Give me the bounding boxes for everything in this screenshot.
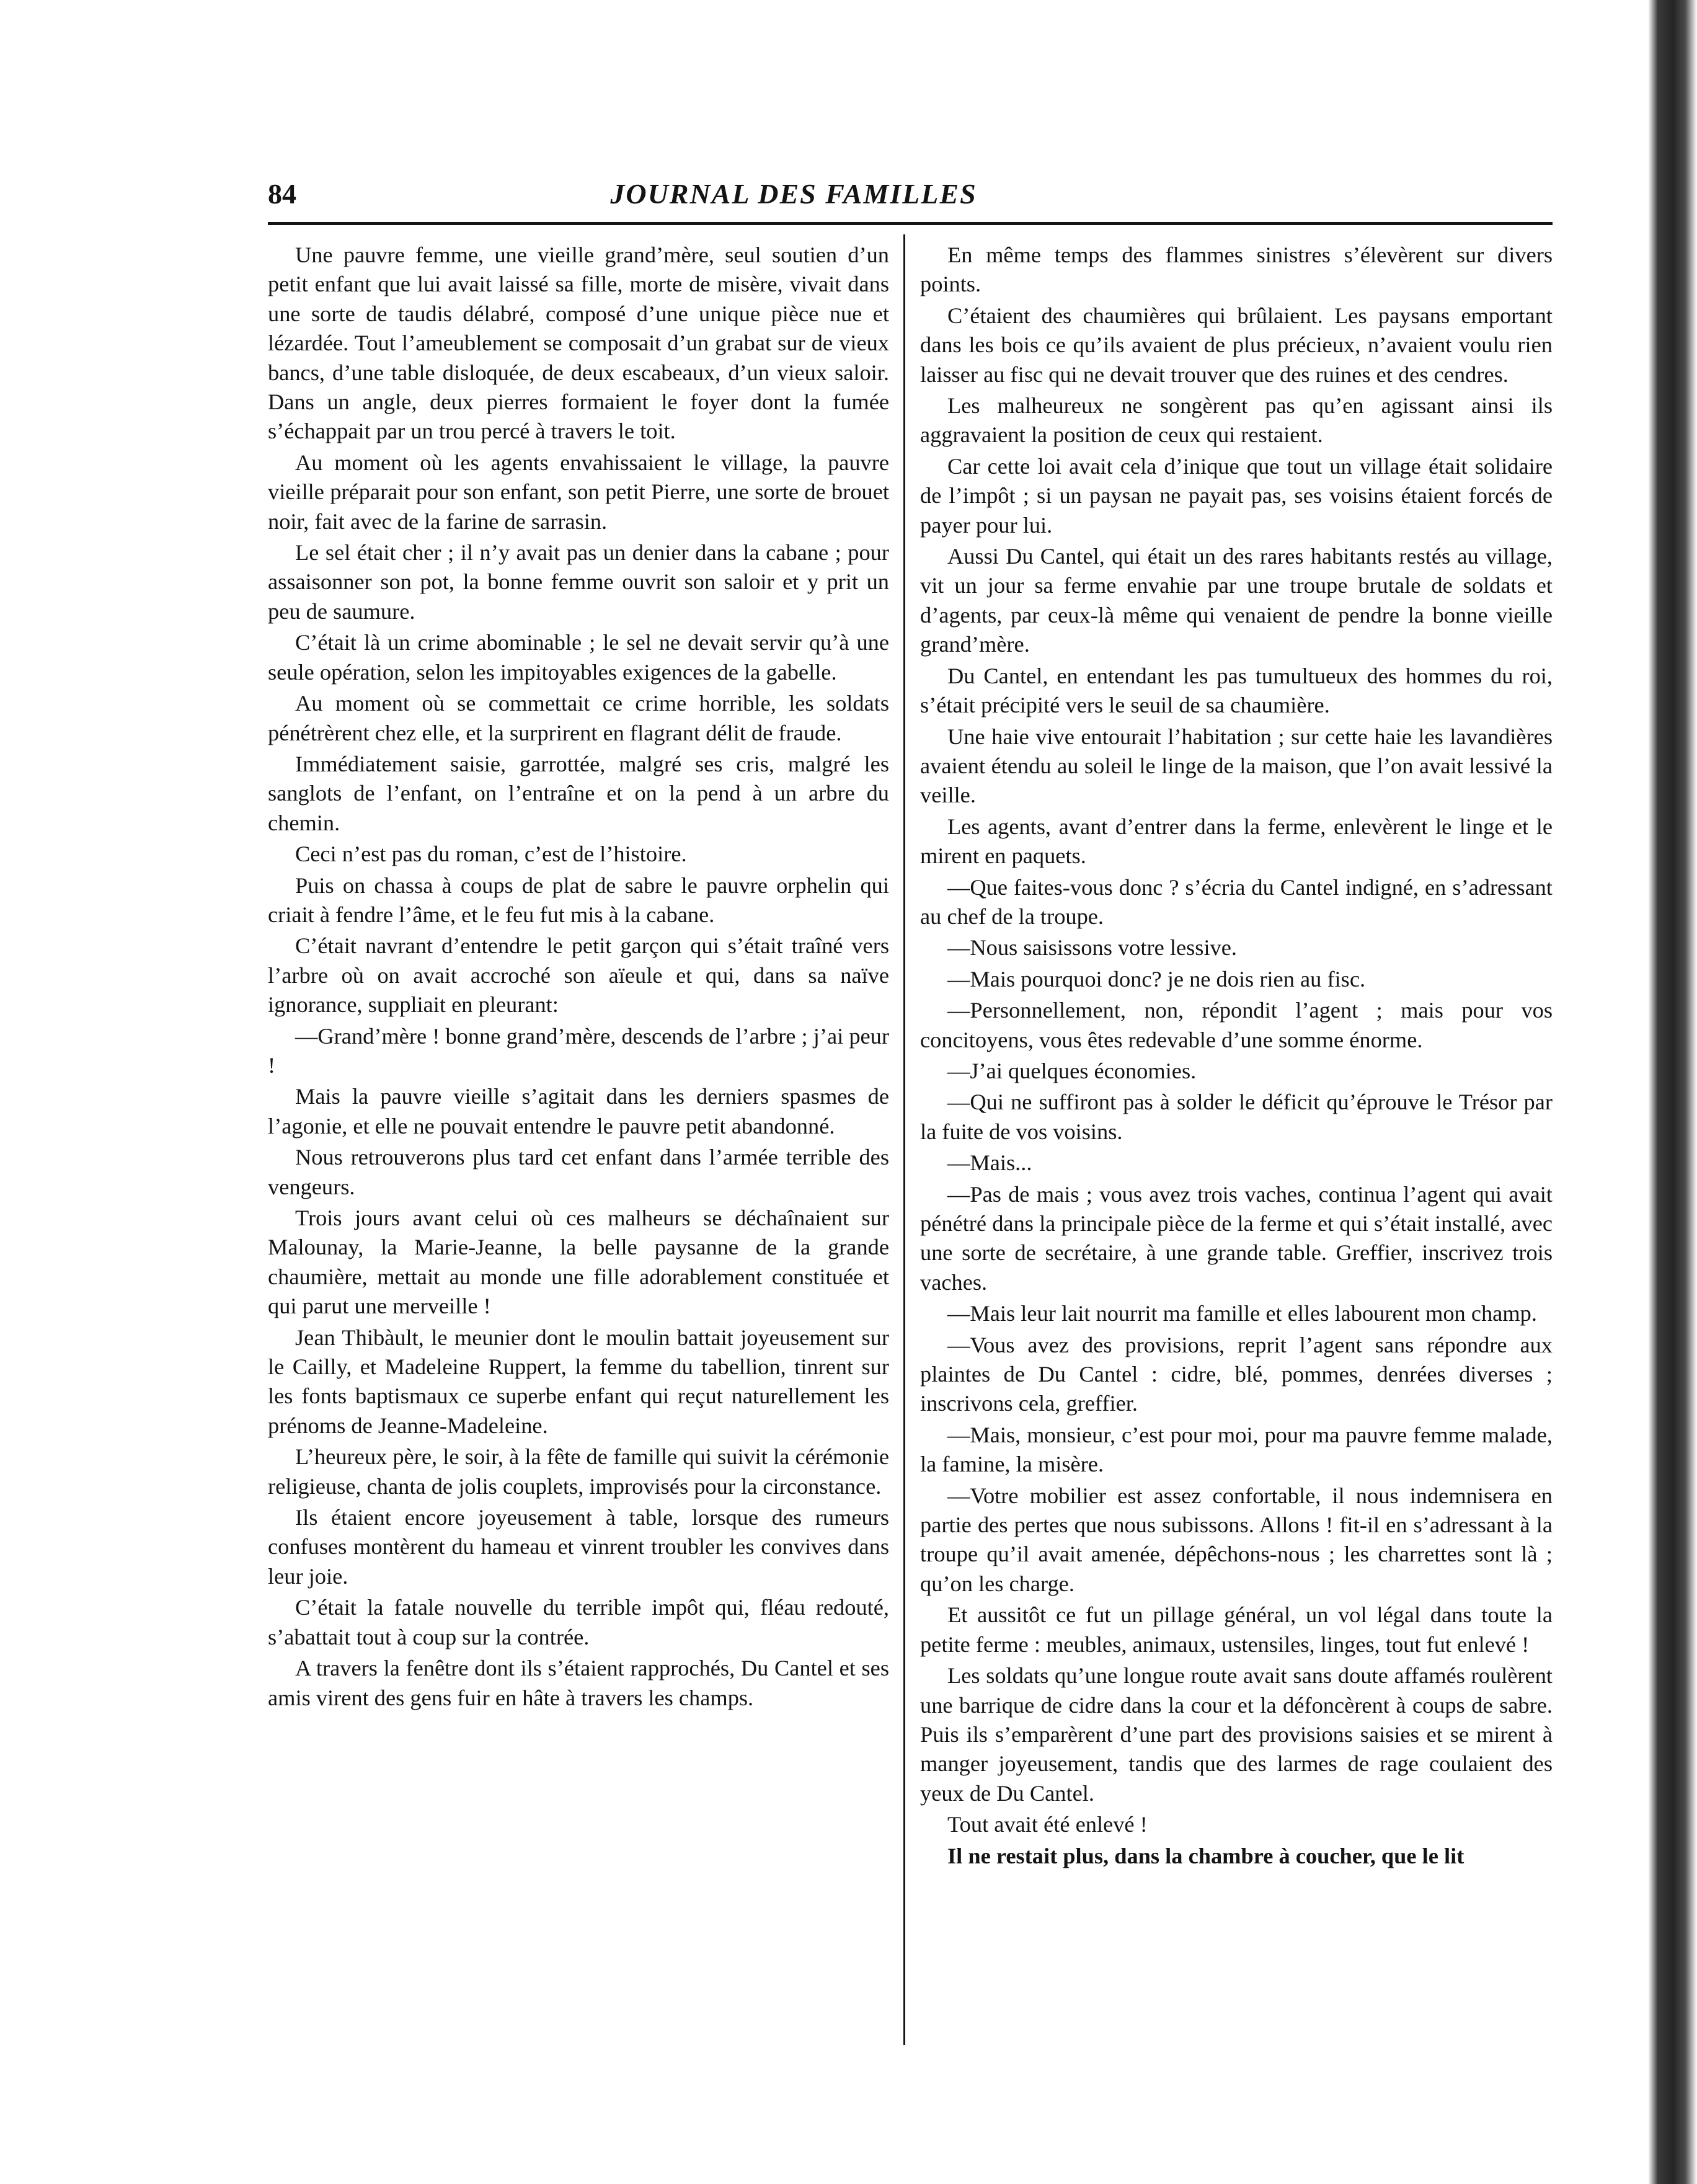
- page-number: 84: [268, 178, 296, 210]
- paragraph: Mais la pauvre vieille s’agitait dans les derniers spasmes de l’agonie, et elle ne pouvait entendre le pauvre petit abandonné.: [268, 1084, 889, 1139]
- paragraph: Ceci n’est pas du roman, c’est de l’histoire.: [295, 841, 687, 867]
- paragraph: Du Cantel, en entendant les pas tumultueux des hommes du roi, s’était précipité vers le seuil de sa chaumière.: [920, 663, 1553, 718]
- paragraph: Nous retrouverons plus tard cet enfant dans l’armée terrible des vengeurs.: [268, 1145, 889, 1199]
- paragraph: Jean Thibàult, le meunier dont le moulin battait joyeusement sur le Cailly, et Madeleine Ruppert, la femme du tabellion, tinrent sur les fonts baptismaux ce superbe enfant qui reçut naturellement les prénoms de Jeanne-Madeleine.: [268, 1325, 889, 1438]
- paragraph: Une pauvre femme, une vieille grand’mère, seul soutien d’un petit enfant que lui avait laissé sa fille, morte de misère, vivait dans une sorte de taudis délabré, composé d’une unique pièce nue et lézardée. Tout l’ameublement se composait d’un grabat sur de vieux bancs, d’une table disloquée, de deux escabeaux, d’un vieux saloir. Dans un angle, deux pierres formaient le foyer dont la fumée s’échappait par un trou percé à travers le toit.: [268, 242, 889, 444]
- paragraph: Ils étaient encore joyeusement à table, lorsque des rumeurs confuses montèrent du hameau et vinrent troubler les convives dans leur joie.: [268, 1505, 889, 1589]
- paragraph: —Grand’mère ! bonne grand’mère, descends de l’arbre ; j’ai peur !: [268, 1023, 889, 1078]
- header-rule: [268, 222, 1553, 225]
- paragraph: —Nous saisissons votre lessive.: [947, 935, 1238, 961]
- paragraph: C’était la fatale nouvelle du terrible impôt qui, fléau redouté, s’abattait tout à coup sur la contrée.: [268, 1595, 889, 1649]
- paragraph: Au moment où les agents envahissaient le village, la pauvre vieille préparait pour son enfant, son petit Pierre, une sorte de brouet noir, fait avec de la farine de sarrasin.: [268, 450, 889, 534]
- paragraph: Les agents, avant d’entrer dans la ferme, enlevèrent le linge et le mirent en paquets.: [920, 814, 1553, 869]
- paragraph: Aussi Du Cantel, qui était un des rares habitants restés au village, vit un jour sa ferme envahie par une troupe brutale de soldats et d’agents, par ceux-là même qui venaient de pendre la bonne vieille grand’mère.: [920, 544, 1553, 657]
- running-head-title: JOURNAL DES FAMILLES: [610, 178, 977, 210]
- page-edge-shadow: [1637, 0, 1697, 2184]
- paragraph: C’était navrant d’entendre le petit garçon qui s’était traîné vers l’arbre où on avait accroché son aïeule et qui, dans sa naïve ignorance, suppliait en pleurant:: [268, 933, 889, 1018]
- paragraph: Immédiatement saisie, garrottée, malgré ses cris, malgré les sanglots de l’enfant, on l’entraîne et on la pend à un arbre du chemin.: [268, 751, 889, 835]
- paragraph: A travers la fenêtre dont ils s’étaient rapprochés, Du Cantel et ses amis virent des gens fuir en hâte à travers les champs.: [268, 1656, 889, 1710]
- paragraph: —Mais...: [947, 1150, 1032, 1176]
- paragraph: L’heureux père, le soir, à la fête de famille qui suivit la cérémonie religieuse, chanta de jolis couplets, improvisés pour la circonstance.: [268, 1444, 889, 1499]
- paragraph: —Mais pourquoi donc? je ne dois rien au fisc.: [947, 966, 1366, 992]
- paragraph: —Mais, monsieur, c’est pour moi, pour ma pauvre femme malade, la famine, la misère.: [920, 1422, 1553, 1477]
- paragraph: —Que faites-vous donc ? s’écria du Cantel indigné, en s’adressant au chef de la troupe.: [920, 874, 1553, 929]
- paragraph: —J’ai quelques économies.: [947, 1058, 1197, 1083]
- paragraph: Tout avait été enlevé !: [947, 1812, 1148, 1837]
- paragraph: Puis on chassa à coups de plat de sabre le pauvre orphelin qui criait à fendre l’âme, et le feu fut mis à la cabane.: [268, 872, 889, 927]
- paragraph: En même temps des flammes sinistres s’élevèrent sur divers points.: [920, 242, 1553, 297]
- paragraph: —Pas de mais ; vous avez trois vaches, continua l’agent qui avait pénétré dans la principale pièce de la ferme et qui s’était installé, avec une sorte de secrétaire, à une grande table. Greffier, inscrivez trois vaches.: [920, 1181, 1553, 1295]
- paragraph: Il ne restait plus, dans la chambre à coucher, que le lit: [947, 1843, 1464, 1868]
- paragraph: Le sel était cher ; il n’y avait pas un denier dans la cabane ; pour assaisonner son pot, la bonne femme ouvrit son saloir et y prit un peu de saumure.: [268, 540, 889, 624]
- paragraph: Trois jours avant celui où ces malheurs se déchaînaient sur Malounay, la Marie-Jeanne, la belle paysanne de la grande chaumière, mettait au monde une fille adorablement constituée et qui parut une merveille !: [268, 1205, 889, 1319]
- right-column: [920, 241, 1553, 1873]
- paragraph: —Qui ne suffiront pas à solder le déficit qu’éprouve le Trésor par la fuite de vos voisins.: [920, 1090, 1553, 1144]
- paragraph: C’étaient des chaumières qui brûlaient. Les paysans emportant dans les bois ce qu’ils avaient de plus précieux, n’avaient voulu rien laisser au fisc qui ne devait trouver que des ruines et des cendres.: [920, 303, 1553, 387]
- paragraph: Les malheureux ne songèrent pas qu’en agissant ainsi ils aggravaient la position de ceux qui restaient.: [920, 393, 1553, 448]
- paragraph: Une haie vive entourait l’habitation ; sur cette haie les lavandières avaient étendu au soleil le linge de la maison, que l’on avait lessivé la veille.: [920, 724, 1553, 808]
- paragraph: Au moment où se commettait ce crime horrible, les soldats pénétrèrent chez elle, et la surprirent en flagrant délit de fraude.: [268, 691, 889, 745]
- paragraph: —Mais leur lait nourrit ma famille et elles labourent mon champ.: [947, 1301, 1537, 1326]
- paragraph: —Personnellement, non, répondit l’agent ; mais pour vos concitoyens, vous êtes redevable d’une somme énorme.: [920, 998, 1553, 1052]
- paragraph: Car cette loi avait cela d’inique que tout un village était solidaire de l’impôt ; si un paysan ne payait pas, ses voisins étaient forcés de payer pour lui.: [920, 453, 1553, 538]
- paragraph: Les soldats qu’une longue route avait sans doute affamés roulèrent une barrique de cidre dans la cour et la défoncèrent à coups de sabre. Puis ils s’emparèrent d’une part des provisions saisies et se mirent à manger joyeusement, tandis que des larmes de rage coulaient des yeux de Du Cantel.: [920, 1663, 1553, 1806]
- paragraph: —Votre mobilier est assez confortable, il nous indemnisera en partie des pertes que nous subissons. Allons ! fit-il en s’adressant à la troupe qu’il avait amenée, dépêchons-nous ; les charrettes sont là ; qu’on les charge.: [920, 1483, 1553, 1596]
- column-divider: [903, 234, 905, 2045]
- paragraph: C’était là un crime abominable ; le sel ne devait servir qu’à une seule opération, selon les impitoyables exigences de la gabelle.: [268, 630, 889, 685]
- left-column: [268, 241, 889, 1715]
- paragraph: Et aussitôt ce fut un pillage général, un vol légal dans toute la petite ferme : meubles, animaux, ustensiles, linges, tout fut enlevé !: [920, 1602, 1553, 1657]
- paragraph: —Vous avez des provisions, reprit l’agent sans répondre aux plaintes de Du Cantel : cidre, blé, pommes, denrées diverses ; inscrivons cela, greffier.: [920, 1332, 1553, 1416]
